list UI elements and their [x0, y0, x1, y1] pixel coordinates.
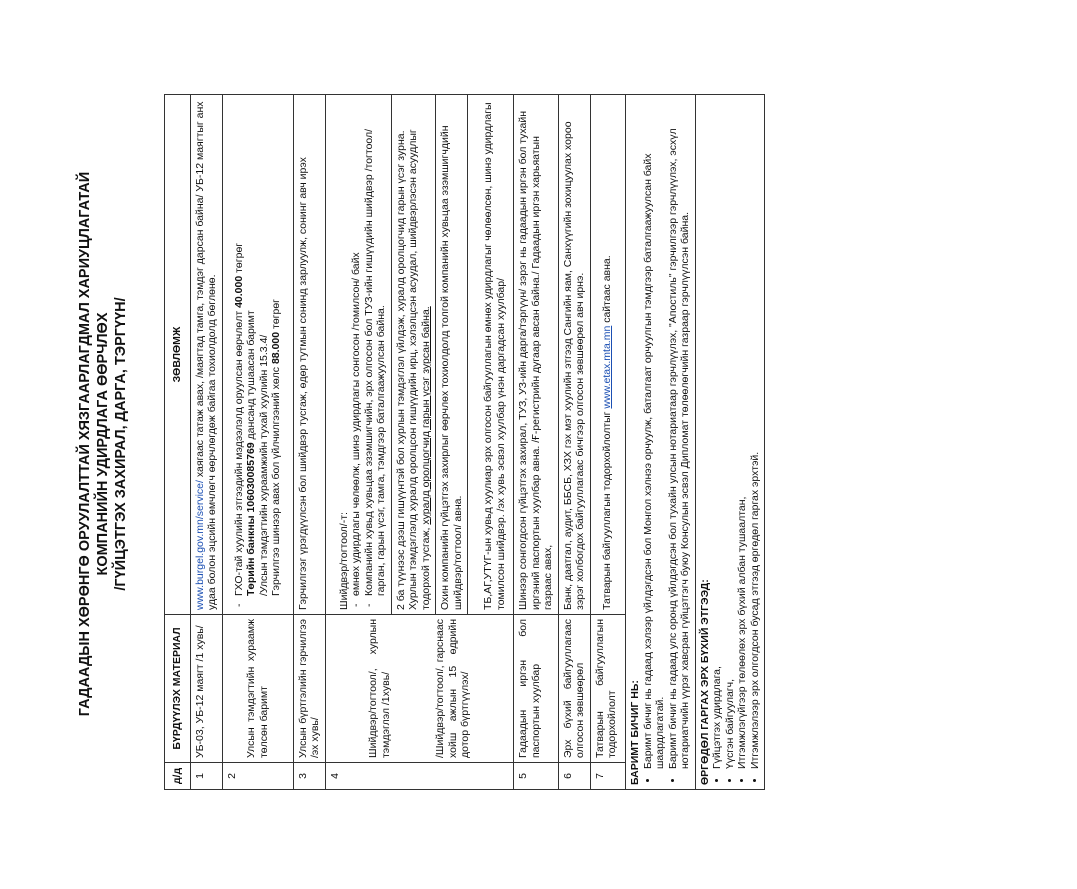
row-advice: www.burgel.gov.mn/service/ хаягаас татаж авах, /маягтад тамга, тэмдэг дарсан байна/ УБ-12 маягтыг анх удаа болон эцсийн өмчлөгч өөрчлөгдөж байгаа тохиолдолд бөглөнө.: [190, 95, 222, 615]
header-material: БҮРДҮҮЛЭХ МАТЕРИАЛ: [165, 615, 191, 763]
title-line-1: ГАДААДЫН ХӨРӨНГӨ ОРУУЛАЛТТАЙ ХЯЗГААРЛАГДМАЛ ХАРИУЦЛАГАТАЙ: [77, 171, 93, 717]
list-item: • Баримт бичиг нь гадаад хэлээр үйлдэгдсэн бол Монгол хэлнээ орчуулж, баталгаат орчуулгын тэмдгээр баталгаажуулсан байх шаардлагатай.: [642, 99, 667, 769]
row-number: 2: [222, 763, 293, 790]
row-number: 4: [325, 763, 514, 790]
notes-row: [626, 95, 696, 790]
header-advice: ЗӨВЛӨМЖ: [165, 95, 191, 615]
title-line-2: КОМПАНИЙН УДИРДЛАГА ӨӨРЧЛӨХ: [95, 312, 111, 576]
burgel-link[interactable]: www.burgel.gov.mn/service/: [193, 480, 206, 610]
row-advice: - ГХО-тай хуулийн этгээдийн мэдээлэлд оруулсан өөрчлөлт 40.000 төгрөг Төрийн банкны 106030085769 дансанд тушаасан баримт /Улсын тэмдэгтийн хураамжийн тухай хуулийн 15.3.4/ Гэрчилгээ шинээр авах бол үйлчилгээний хөлс 88.000 төгрөг: [222, 95, 293, 615]
row-number: 5: [514, 763, 559, 790]
header-num: д/д: [165, 763, 191, 790]
list-item: • Итгэмжлэгүйгээр төлөөлөх эрх бүхий албан тушаалтан,: [736, 99, 749, 769]
list-item: • Баримт бичиг нь гадаад улс оронд үйлдэгдсэн бол тухайн улсын нотариатаар гэрчлүүлэх, "Апостиль" гэрчилгээр гэрчлүүлэх, эсхүл нотариатчийн үүрэг хавсран гүйцэтгэгч буюу Консулын эсвэл Дипломат төлөөлөгчийн газраар гэрчлүүлсэн байна.: [667, 99, 692, 769]
row-material: Шийдвэр/тогтоол/, хурлын тэмдэглэл /1хувь/ /Шийдвэр/тогтоол/, гарснаас хойш ажлын 15 өдрийн дотор бүртгүүлэх/: [325, 615, 514, 763]
row-advice: ТБ,АГ,УТҮГ-ын хувьд хуулиар эрх олгосон байгууллагын өмнөх удирдлагыг чөлөөлсөн, шинэ удирдлагы томилсон шийдвэр. /эх хувь эсвэл хуулбар үнэн даргадсан хуулбар/: [468, 95, 514, 615]
row-number: 6: [558, 763, 590, 790]
row-material: Улсын бүртгэлийн гэрчилгээ /эх хувь/: [293, 615, 325, 763]
document-page: [18, 44, 1058, 844]
table-header-row: [165, 95, 191, 790]
table-row: [293, 95, 325, 790]
list-item: • Үүсгэн байгуулагч,: [724, 99, 737, 769]
row-advice: Шийдвэр/тогтоол/-т: - өмнөх удирдлагы чөлөөлж, шинэ удирдлагы сонгосон /томилсон/ байх - Компанийн хувьд хувьцаа эзэмшигчийн, эрх олгосон бол ТУЗ-ийн гишүүдийн шийдвэр /тогтоол/ гарган, гарын үсэг, тамга, тэмдгээр баталгаажуулсан байна.: [325, 95, 391, 615]
row-number: 7: [590, 763, 626, 790]
row-advice: Охин компанийн гүйцэтгэх захирлыг өөрчлөх тохиолдолд толгой компанийн хувьцаа эзэмшигчдийн шийдвэр/тогтоол/ авна.: [436, 95, 468, 615]
row-material: Татварын байгууллагын тодорхойлолт: [590, 615, 626, 763]
row-advice: 2 ба түүнээс дээш гишүүнтэй бол хурлын тэмдэглэл үйлдэж, хуралд оролцогчид гарын үсэг зурна. Хурлын тэмдэглэлд хуралд оролцсон гишүүдийн ирц, хэлэлцсэн асуудал, шийдвэрлэсэн асуудлыг тодорхой тусгаж, хуралд оролцогчид гарын үсэг зурсан байна.: [391, 95, 436, 615]
documents-notes: [626, 95, 696, 790]
row-number: 1: [190, 763, 222, 790]
table-row: [590, 95, 626, 790]
table-row: [514, 95, 559, 790]
title-line-3: /ГҮЙЦЭТГЭХ ЗАХИРАЛ, ДАРГА, ТЭРГҮҮН/: [113, 297, 129, 591]
requirements-table: [164, 94, 765, 790]
row-advice: Банк, даатгал, аудит, ББСБ, ХЗХ гэх мэт хуулийн этгээд Сангийн яам, Санхүүгийн зохицуулах хороо зэрэг холбогдох байгууллагаас бичгээр олгосон зөвшөөрөл авч ирнэ.: [558, 95, 590, 615]
row-material: Эрх бүхий байгууллагаас олгосон зөвшөөрөл: [558, 615, 590, 763]
table-row: [558, 95, 590, 790]
row-material: УБ-03, УБ-12 маягт /1 хувь/: [190, 615, 222, 763]
list-item: • Итгэмжлэлээр эрх олгогдсон бусад этгээд өргөдөл гаргах эрхтэй.: [749, 99, 762, 769]
table-row: [190, 95, 222, 790]
row-advice: Татварын байгууллагын тодорхойлолтыг www.etax.mta.mn сайтаас авна.: [590, 95, 626, 615]
row-advice: Шинээр сонгогдсон гүйцэтгэх захирал, ТУЗ, УЗ-ийн дарга/тэргүүн/ зэрэг нь гадаадын иргэн бол тухайн иргэний паспортын хуулбар авна. /Ғ-регистрийн дугаар авсан байна./ Гадаадын иргэн харьяатын газраас авах,: [514, 95, 559, 615]
document-title: [76, 44, 130, 844]
row-material: Гадаадын иргэн бол паспортын хуулбар: [514, 615, 559, 763]
applicants-row: [695, 95, 765, 790]
row-advice: Гэрчилгээг үрэгдүүлсэн бол шийдвэр тусгаж, өдөр тутмын сонинд зарлуулж, сонинг авч ирэх: [293, 95, 325, 615]
etax-link[interactable]: www.etax.mta.mn: [600, 325, 613, 409]
applicants-section: [695, 95, 765, 790]
row-number: 3: [293, 763, 325, 790]
notes-heading: БАРИМТ БИЧИГ НЬ:: [629, 680, 641, 785]
table-row: [325, 95, 391, 790]
table-row: [222, 95, 293, 790]
applicants-heading: ӨРГӨДӨЛ ГАРГАХ ЭРХ БҮХИЙ ЭТГЭЭД:: [698, 579, 711, 785]
row-material: Улсын тэмдэгтийн хураамж төлсөн баримт: [222, 615, 293, 763]
list-item: • Гүйцэтгэх удирдлага,: [711, 99, 724, 769]
